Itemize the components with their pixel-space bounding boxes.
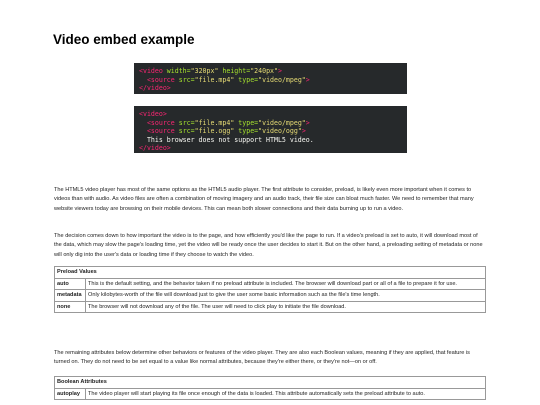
- code-token: src=: [178, 118, 195, 127]
- table-heading: Boolean Attributes: [55, 377, 486, 389]
- code-block-video-multiple-sources: [134, 106, 407, 153]
- attribute-description: The video player will start playing its file once enough of the data is loaded. This attribute automatically sets the preload attribute to auto.: [86, 388, 486, 400]
- code-token: >: [305, 75, 310, 84]
- preload-values-table: [54, 266, 486, 313]
- code-token: src=: [178, 127, 195, 136]
- attribute-name: autoplay: [55, 388, 86, 400]
- attribute-name: auto: [55, 278, 86, 290]
- code-token: "video/ogg": [258, 127, 302, 136]
- code-token: <source: [146, 75, 179, 84]
- code-token: "file.mp4": [194, 118, 235, 127]
- code-token: </video>: [139, 84, 171, 93]
- table-row: [55, 290, 486, 302]
- code-token: [139, 76, 147, 84]
- code-token: type=: [234, 127, 259, 136]
- table-header-row: [55, 377, 486, 389]
- code-line: [139, 127, 402, 136]
- code-token: </video>: [139, 144, 171, 153]
- table-header-row: [55, 267, 486, 279]
- code-token: [139, 127, 147, 135]
- boolean-attributes-table: [54, 376, 486, 400]
- paragraph-preload-decision: The decision comes down to how important the video is to the page, and how efficiently you'd like the page to run. If a video's preload is set to auto, it will download most of the data, which may slow the page's loading time, yet the video will be ready once the user decides to start it. But on the other hand, a preloading setting of metadata or none will only dig into the user's data or loading time if they choose to watch the video.: [54, 233, 483, 258]
- code-line: [139, 67, 402, 76]
- code-token: This browser does not support HTML5 video.: [139, 135, 314, 144]
- code-token: "240px": [250, 67, 278, 75]
- code-line: [139, 119, 402, 128]
- code-token: <video: [139, 67, 167, 75]
- code-token: "video/mpeg": [258, 75, 306, 84]
- code-token: >: [301, 127, 306, 136]
- code-line: [139, 76, 402, 85]
- code-line: [139, 144, 402, 153]
- attribute-description: Only kilobytes-worth of the file will download just to give the user some basic information such as the file's time length.: [86, 290, 486, 302]
- attribute-name: none: [55, 301, 86, 313]
- code-token: <source: [146, 127, 179, 136]
- code-token: type=: [234, 75, 259, 84]
- code-token: "file.mp4": [194, 75, 235, 84]
- code-block-video-single-source: [134, 63, 407, 94]
- table-row: [55, 388, 486, 400]
- code-line: [139, 84, 402, 93]
- attribute-description: The browser will not download any of the file. The user will need to click play to initiate the file download.: [86, 301, 486, 313]
- paragraph-intro: The HTML5 video player has most of the same options as the HTML5 audio player. The first attribute to consider, preload, is likely even more important when it comes to videos than with audio. As video files are often a combination of moving imagery and an audio track, their file size can bloat much faster. We need to remember that many website viewers today are browsing on their mobile devices. This can mean both slower connections and their data burning up to run a video.: [54, 187, 474, 212]
- code-token: >: [305, 118, 310, 127]
- paragraph-boolean-attributes: The remaining attributes below determine other behaviors or features of the video player. They are also each Boolean values, meaning if they are applied, that feature is turned on. They do not need to be set equal to a value like normal attributes, because they're either there, or they're not—on or off.: [54, 350, 470, 366]
- code-token: height=: [218, 67, 251, 75]
- table-row: [55, 278, 486, 290]
- table-row: [55, 301, 486, 313]
- attribute-name: metadata: [55, 290, 86, 302]
- table-heading: Preload Values: [55, 267, 486, 279]
- code-line: [139, 136, 402, 145]
- code-line: [139, 110, 402, 119]
- code-token: "file.ogg": [194, 127, 235, 136]
- page-title: Video embed example: [53, 32, 195, 47]
- code-token: "320px": [190, 67, 219, 75]
- code-token: width=: [166, 67, 191, 75]
- code-token: <video>: [139, 110, 167, 118]
- attribute-description: This is the default setting, and the behavior taken if no preload attribute is included. The browser will download part or all of a file to prepare it for use.: [86, 278, 486, 290]
- code-token: >: [277, 67, 282, 75]
- code-token: "video/mpeg": [258, 118, 306, 127]
- code-token: type=: [234, 118, 259, 127]
- code-token: <source: [146, 118, 179, 127]
- code-token: [139, 119, 147, 127]
- code-token: src=: [178, 75, 195, 84]
